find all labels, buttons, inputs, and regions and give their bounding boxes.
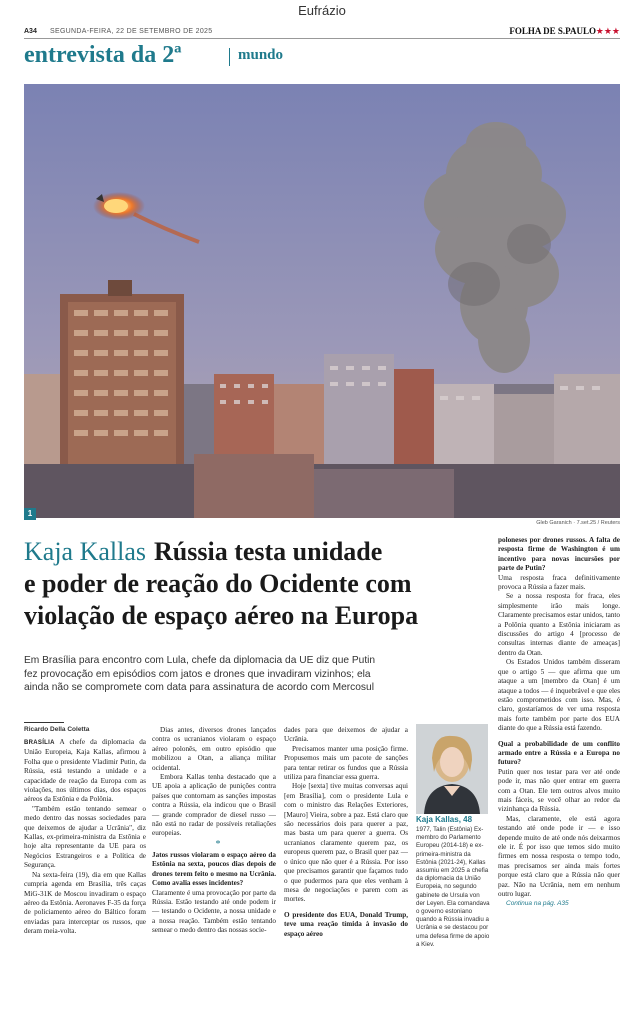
interview-question: poloneses por drones russos. A falta de resposta firme de Washington é um incentivo para novas incursões por parte de Putin?: [498, 536, 620, 573]
kyiv-skyline-photo: [24, 84, 620, 518]
article-column-2: Dias antes, diversos drones lançados contra os ucranianos violaram o espaço aéreo polonês, em outro episódio que mobilizou a Otan, a aliança militar ocidental. Embora Kallas tenha destacado que a UE apoia a aplicação de punições contra países que contornam as sanções impostas contra a Rússia, ela indicou que o Brasil — grande comprador de diesel russo — não está no radar de possíveis retaliações europeias. * Jatos russos violaram o espaço aéreo da Estônia na sexta, poucos dias depois de drones terem feito o mesmo na Ucrânia. Como avalia esses incidentes? Claramente é uma provocação por parte da Rússia. Estão testando até onde podem ir — testando o Ocidente, a nossa unidade e a nossa reação. Também estão tentando semear o medo dentro das nossas socie-: [152, 726, 276, 935]
section-title: entrevista da 2ª: [24, 42, 182, 68]
page-header: [24, 26, 620, 39]
dateline-city: BRASÍLIA: [24, 740, 55, 746]
photo-number: 1: [24, 508, 36, 520]
article-deck: Em Brasília para encontro com Lula, chefe da diplomacia da UE diz que Putin fez provocação em episódios com jatos e drones que invadiram vizinhos; ela ainda não se compromete com data para assinatura de acordo com Mercosul: [24, 655, 376, 693]
page-number: A34: [24, 28, 37, 35]
byline-rule: [24, 722, 64, 723]
byline: Ricardo Della Coletta: [24, 726, 90, 733]
headline-line-1: Kaja Kallas Rússia testa unidade: [24, 537, 383, 566]
interview-question: O presidente dos EUA, Donald Trump, teve uma reação tímida à invasão do espaço aéreo: [284, 910, 408, 938]
photo-credit: Gleb Garanich · 7.set.25 / Reuters: [536, 520, 620, 526]
headline-line-2: e poder de reação do Ocidente com: [24, 569, 412, 598]
continued-link[interactable]: Continua na pág. A35: [506, 900, 569, 908]
main-photo: [24, 84, 620, 518]
section-separator-star: *: [215, 838, 221, 850]
app-title: Eufrázio: [298, 3, 346, 18]
section-divider: [229, 48, 230, 66]
bio-text: 1977, Talin (Estônia) Ex-membro do Parlamento Europeu (2014-18) e ex-primeira-ministra da Estônia (2021-24), Kallas assumiu em 2025 a chefia da diplomacia da União Europeia, no segundo gabinete de Ursula von der Leyen. Ela comandava o governo estoniano quando a Rússia invadiu a Ucrânia e se destacou por uma defesa firme de apoio a Kiev.: [416, 826, 490, 948]
interview-question: Qual a probabilidade de um conflito armado entre a Rússia e a Europa no futuro?: [498, 739, 620, 767]
headline-line-3: violação de espaço aéreo na Europa: [24, 601, 419, 630]
kaja-kallas-portrait: [416, 724, 488, 814]
newspaper-logo: FOLHA DE S.PAULO: [509, 26, 596, 36]
interviewee-name: Kaja Kallas: [24, 537, 147, 566]
section-subtitle: mundo: [238, 47, 284, 63]
headline: [24, 536, 464, 632]
article-column-1: BRASÍLIA A chefe da diplomacia da União Europeia, Kaja Kallas, afirmou à Folha que o presidente Vladimir Putin, da Rússia, está testando a unidade e a capacidade de reação da Europa com as violações, nos últimos dias, dos espaços aéreos da Estônia e da Polônia. "Também estão tentando semear o medo dentro das nossas sociedades para que deixemos de ajudar a Ucrânia", diz Kallas, ex-primeira-ministra da Estônia e hoje alta representante da UE para os Negócios Estrangeiros e a Política de Segurança. Na sexta-feira (19), dia em que Kallas cumpria agenda em Brasília, três caças MiG-31K de Moscou invadiram o espaço aéreo da Estônia. Aeronaves F-35 da força de policiamento aéreo do Báltico foram enviadas para interceptar os russos, que deram meia-volta.: [24, 738, 146, 936]
bio-box: [416, 815, 490, 949]
logo-stars: ★★★: [595, 26, 620, 36]
edition-date: SEGUNDA-FEIRA, 22 DE SETEMBRO DE 2025: [50, 28, 213, 35]
bio-name: Kaja Kallas, 48: [416, 815, 473, 824]
article-column-4: poloneses por drones russos. A falta de resposta firme de Washington é um incentivo para novas incursões por parte de Putin? Uma resposta fraca definitivamente provoca a Rússia a fazer mais. Se a nossa resposta for fraca, eles simplesmente irão mais longe. Claramente precisamos estar unidos, tanto a Polônia quanto a Estônia iniciaram as discussões do artigo 4 [processo de consultas internas diante de ameaças] dentro da Otan. Os Estados Unidos também disseram que o artigo 5 — que afirma que um ataque a um [membro da Otan] é um ataque a todos — é inquebrável e que eles estão comprometidos com isso. Mas, é claro, gostaríamos de ver uma resposta mais forte também por parte dos EUA diante do que a Rússia está fazendo. Qual a probabilidade de um conflito armado entre a Rússia e a Europa no futuro? Putin quer nos testar para ver até onde pode ir, mas não quer entrar em guerra com a Otan. Ele tem outros alvos muito mais fáceis, se você olhar ao redor da vizinhança da Rússia. Mas, claramente, ele está agora testando até onde pode ir — e isso depende muito de até onde nós deixarmos ele ir. É por isso que temos sido muito firmes em nossa resposta o tempo todo, mas precisamos ser ainda mais fortes porque está claro que a Rússia não quer paz. Não na Ucrânia, nem em nenhum outro lugar. Continua na pág. A35: [498, 536, 620, 908]
article-column-3: dades para que deixemos de ajudar a Ucrânia. Precisamos manter uma posição firme. Propusemos mais um pacote de sanções para tentar retirar os fundos que a Rússia utiliza para financiar essa guerra. Hoje [sexta] tive muitas conversas aqui [em Brasília], com o presidente Lula e com o ministro das Relações Exteriores, [Mauro] Vieira, sobre a paz. Está claro que são necessários dois para querer a paz, mas basta um para querer a guerra. Os ucranianos claramente querem paz, os europeus querem paz, o Brasil quer paz — o único que não quer é a Rússia. Por isso que precisamos garantir que façamos tudo o que pudermos para que eles venham à mesa de negociações e parem com as mortes. O presidente dos EUA, Donald Trump, teve uma reação tímida à invasão do espaço aéreo: [284, 726, 408, 938]
interview-question: Jatos russos violaram o espaço aéreo da Estônia na sexta, poucos dias depois de drones terem feito o mesmo na Ucrânia. Como avalia esses incidentes?: [152, 850, 276, 888]
